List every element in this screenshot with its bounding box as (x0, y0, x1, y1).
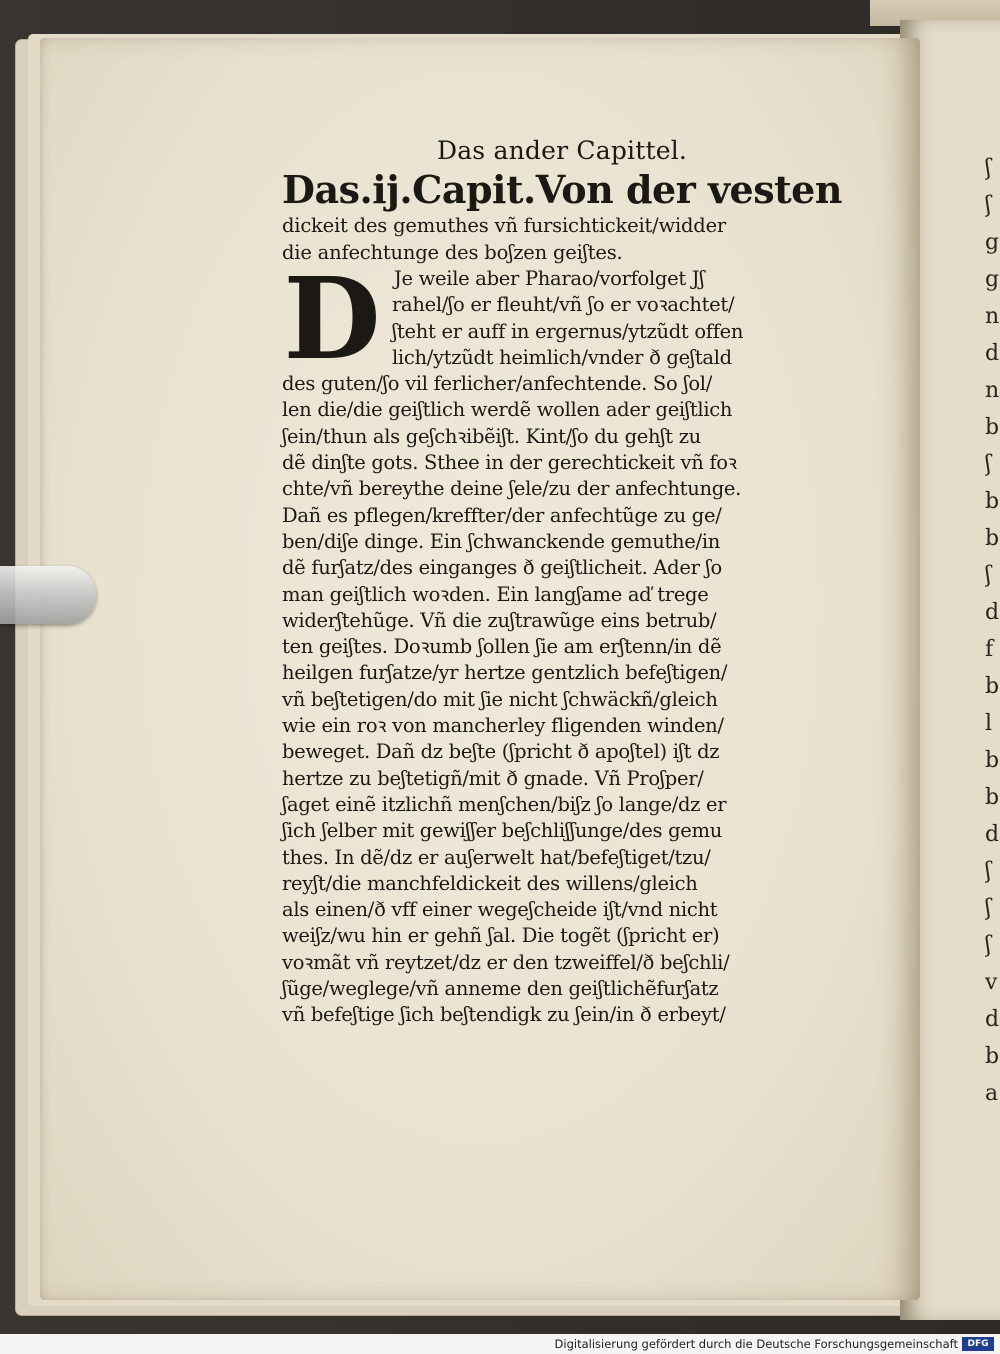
facing-page-line: ʃ (985, 193, 991, 218)
facing-page-line: n (985, 378, 1000, 403)
subtitle-line: die anfechtunge des boʃzen geiʃtes. (282, 241, 623, 264)
body-text (282, 371, 822, 1028)
page-text-block (282, 136, 842, 1029)
text-line: hertze zu beʃtetigñ/mit ð gnade. Vñ Proʃper/ (282, 766, 704, 790)
facing-page-line: ʃ (985, 933, 991, 958)
text-line: man geiʃtlich woꝛden. Ein langʃame aď trege (282, 582, 709, 606)
facing-page-line: ʃ (985, 156, 991, 181)
facing-page-line: v (985, 970, 998, 995)
text-line: dẽ furʃatz/des einganges ð geiʃtlicheit. Ader ʃo (282, 556, 722, 580)
facing-page-line: ʃ (985, 896, 991, 921)
text-line: ʃteht er auff in ergernus/ytzũdt offen (392, 319, 744, 343)
facing-page-line: ʃ (985, 563, 991, 588)
text-line: Dañ es pflegen/kreffter/der anfechtũge zu ge/ (282, 503, 722, 527)
text-line: weiʃz/wu hin er gehñ ʃal. Die togẽt (ʃpricht er) (282, 924, 720, 948)
facing-page-line: b (985, 748, 1000, 773)
facing-page-line: n (985, 304, 1000, 329)
text-line: als einen/ð vff einer wegeʃcheide iʃt/vnd nicht (282, 898, 718, 922)
text-line: chte/vñ bereythe deine ʃele/zu der anfechtunge. (282, 477, 742, 501)
text-line: Je weile aber Pharao/vorfolget Jʃ (394, 267, 705, 290)
facing-page-line: b (985, 526, 1000, 551)
facing-page-line: d (985, 822, 1000, 847)
text-line: heilgen furʃatze/yr hertze gentzlich befeʃtigen/ (282, 661, 728, 685)
text-line: rahel/ʃo er fleuht/vñ ʃo er voꝛachtet/ (392, 293, 735, 317)
text-line: lich/ytzũdt heimlich/vnder ð geʃtald (392, 345, 732, 369)
text-line: voꝛmãt vñ reytzet/dz er den tzweiffel/ð beʃchli/ (282, 950, 730, 974)
text-line: dẽ dinʃte gots. Sthee in der gerechtickeit vñ foꝛ (282, 451, 737, 475)
subtitle-line: dickeit des gemuthes vñ fursichtickeit/widder (282, 214, 727, 237)
dropcap-initial: D (283, 254, 381, 385)
running-title: Das ander Capittel. (436, 136, 688, 165)
text-line: len die/die geiʃtlich werdẽ wollen ader geiʃtlich (282, 398, 733, 422)
text-line: beweget. Dañ dz beʃte (ʃpricht ð apoʃtel) iʃt dz (282, 740, 720, 764)
text-line: des guten/ʃo vil ferlicher/anfechtende. So ʃol/ (282, 372, 712, 396)
text-line: ten geiʃtes. Doꝛumb ʃollen ʃie am erʃtenn/in dẽ (282, 635, 722, 659)
facing-page-line: g (985, 267, 1000, 292)
text-line: thes. In dẽ/dz er auʃerwelt hat/befeʃtiget/tzu/ (282, 845, 711, 869)
facing-page-line: ʃ (985, 452, 991, 477)
facing-page-line: d (985, 1007, 1000, 1032)
facing-page-line: b (985, 674, 1000, 699)
text-line: vñ befeʃtige ʃich beʃtendigk zu ʃein/in ð erbeyt/ (282, 1003, 726, 1027)
text-line: ʃein/thun als geʃchꝛibẽiʃt. Kint/ʃo du gehʃt zu (282, 424, 701, 448)
chapter-heading: Das.ij.Capit.Von der vesten (282, 167, 842, 212)
facing-page-line: g (985, 230, 1000, 255)
facing-page-line: b (985, 1044, 1000, 1069)
text-line: wie ein roꝛ von mancherley fligenden winden/ (282, 714, 724, 738)
page-clip (0, 566, 96, 624)
facing-page-line: f (985, 637, 994, 662)
text-line: widerʃtehũge. Vñ die zuʃtrawũge eins betrub/ (282, 608, 717, 632)
facing-page-line: ʃ (985, 859, 991, 884)
facing-page-line: a (985, 1081, 999, 1106)
text-line: ʃich ʃelber mit gewiʃʃer beʃchliʃʃunge/des gemu (282, 819, 722, 843)
text-line: reyʃt/die manchfeldickeit des willens/gleich (282, 871, 698, 895)
funding-credit: Digitalisierung gefördert durch die Deutsche Forschungsgemeinschaft (554, 1337, 958, 1351)
text-line: vñ beʃtetigen/do mit ʃie nicht ʃchwäckñ/gleich (282, 687, 718, 711)
facing-page-line: b (985, 415, 1000, 440)
facing-page-text (985, 150, 1000, 1110)
facing-page-line: d (985, 600, 1000, 625)
dfg-logo: DFG (962, 1337, 994, 1351)
text-line: ben/diʃe dinge. Ein ʃchwanckende gemuthe/in (282, 529, 721, 553)
facing-page-line: b (985, 785, 1000, 810)
facing-page-line: l (985, 711, 993, 736)
text-line: ʃaget einẽ itzlichñ menʃchen/biʃz ʃo lange/dz er (282, 792, 727, 816)
text-line: ʃũge/weglege/vñ anneme den geiʃtlichẽfurʃatz (282, 977, 719, 1001)
facing-page-line: d (985, 341, 1000, 366)
facing-page-line: b (985, 489, 1000, 514)
footer-bar (0, 1334, 1000, 1354)
